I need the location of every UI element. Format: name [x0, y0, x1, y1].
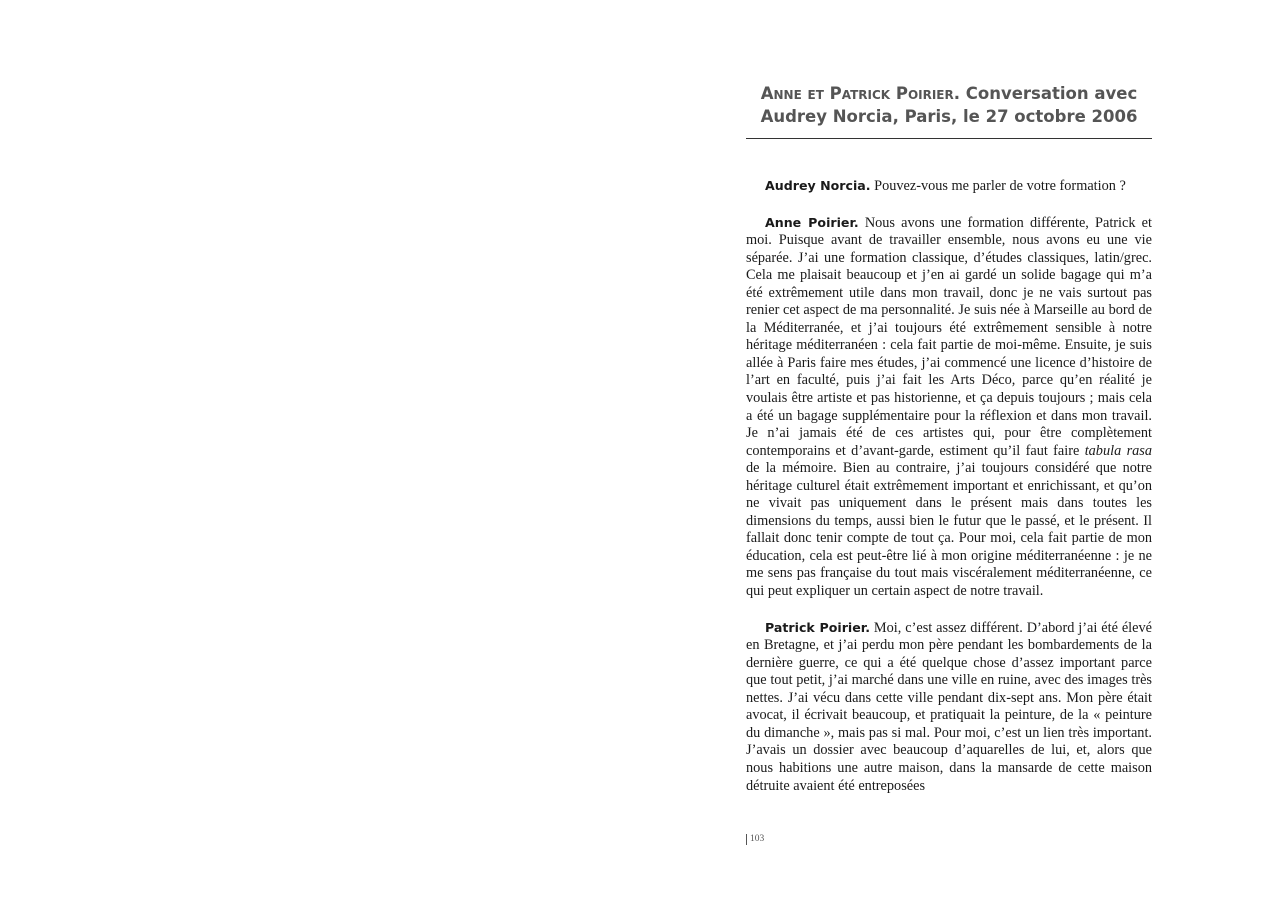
title-rest: Conversation avec: [965, 84, 1138, 103]
page-title: [746, 80, 1152, 128]
paragraph-audrey: [746, 177, 1152, 196]
speaker-label: Anne Poirier.: [765, 214, 859, 230]
title-names: Anne et Patrick Poirier.: [760, 84, 961, 103]
paragraph-text: Nous avons une formation différente, Patrick et moi. Puisque avant de travailler ensemble, nous avons eu une vie séparée. J’ai une formation classique, d’études classiques, latin/grec. Cela me plaisait beaucoup et j’en ai gardé un solide bagage qui m’a été extrêmement utile dans mon travail, donc je ne vais surtout pas renier cet aspect de ma personnalité. Je suis née à Marseille au bord de la Méditerranée, et j’ai toujours été extrêmement sensible à notre héritage méditerranéen : cela fait partie de moi-même. Ensuite, je suis allée à Paris faire mes études, j’ai commencé une licence d’histoire de l’art en faculté, puis j’ai fait les Arts Déco, parce qu’en réalité je voulais être artiste et pas historienne, et ça depuis toujours ; mais cela a été un bagage supplémentaire pour la réflexion et dans mon travail. Je n’ai jamais été de ces artistes qui, pour être complètement contemporains et d’avant-garde, estiment qu’il faut faire: [746, 214, 1152, 459]
paragraph-italic: tabula rasa: [1084, 442, 1152, 459]
title-line2: Audrey Norcia, Paris, le 27 octobre 2006: [760, 107, 1138, 126]
paragraph-patrick: [746, 619, 1152, 795]
paragraph-text: Moi, c’est assez différent. D’abord j’ai été élevé en Bretagne, et j’ai perdu mon père pendant les bombardements de la dernière guerre, ce qui a été quelque chose d’assez important parce que tout petit, j’ai marché dans une ville en ruine, avec des images très nettes. J’ai vécu dans cette ville pendant dix-sept ans. Mon père était avocat, il écrivait beaucoup, et pratiquait la peinture, de la « peinture du dimanche », mais pas si mal. Pour moi, c’est un lien très important. J’avais un dossier avec beaucoup d’aquarelles de lui, et, alors que nous habitions une autre maison, dans la mansarde de cette maison détruite avaient été entreposées: [746, 619, 1152, 794]
title-rule: [746, 138, 1152, 139]
speaker-label: Audrey Norcia.: [765, 178, 871, 193]
right-page: [746, 80, 1152, 795]
page-number: 103: [746, 834, 764, 845]
paragraph-text-cont: de la mémoire. Bien au contraire, j’ai toujours considéré que notre héritage culturel était extrêmement important et enrichissant, et qu’on ne vivait pas uniquement dans le présent mais dans toutes les dimensions du temps, aussi bien le futur que le passé, et le présent. Il fallait donc tenir compte de tout ça. Pour moi, cela fait partie de mon éducation, cela est peut-être lié à mon origine méditerranéenne : je ne me sens pas française du tout mais viscéralement méditerranéenne, ce qui peut expliquer un certain aspect de notre travail.: [746, 460, 1152, 600]
speaker-label: Patrick Poirier.: [765, 619, 870, 635]
paragraph-anne: [746, 214, 1152, 601]
paragraph-text: Pouvez-vous me parler de votre formation ?: [874, 178, 1126, 194]
